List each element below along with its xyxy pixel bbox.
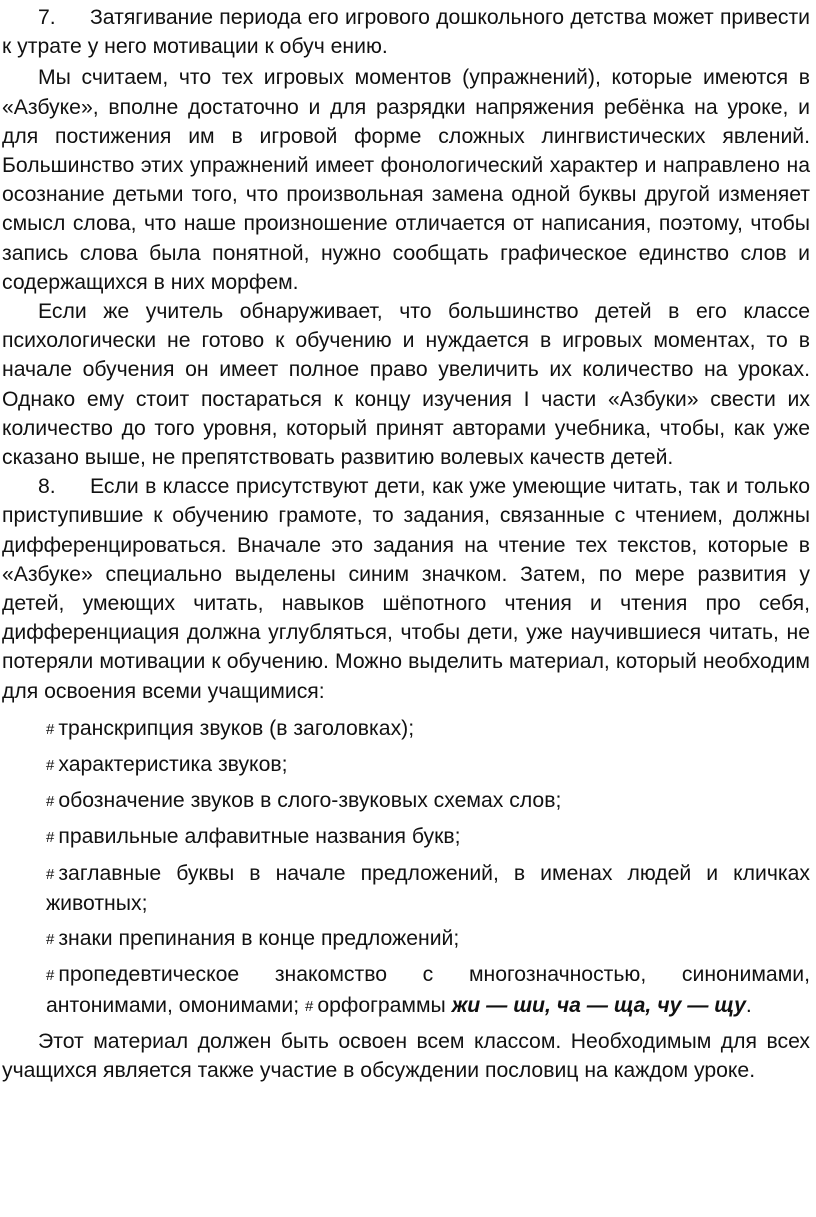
list-item: # правильные алфавитные названия букв; <box>46 825 461 849</box>
spelling-rules: жи — ши, ча — ща, чу — щу <box>451 993 746 1017</box>
item-number: 8. <box>38 475 56 499</box>
list-item: # знаки препинания в конце предложений; <box>46 927 460 951</box>
paragraph-8 <box>2 472 810 706</box>
hash-bullet-icon: # <box>46 793 55 811</box>
hash-bullet-icon: # <box>46 829 55 847</box>
hash-bullet-icon: # <box>46 757 55 775</box>
hash-bullet-icon: # <box>46 967 55 985</box>
hash-bullet-icon: # <box>46 931 55 949</box>
item-number: 7. <box>38 6 56 29</box>
material-list <box>2 714 810 1021</box>
list-item: # характеристика звуков; <box>46 753 288 777</box>
list-item: # пропедевтическое знакомство с многозначностью, синонимами, антонимами, омонимами; # орфограммы жи — ши, ча — ща, чу — щу. <box>46 963 810 1017</box>
hash-bullet-icon: # <box>46 865 55 883</box>
paragraph-7 <box>2 3 810 61</box>
paragraph-azbuka: Мы считаем, что тех игровых моментов (упражнений), которые имеются в «Азбуке», вполне достаточно и для разрядки напряжения ребёнка на уроке, и для постижения им в игровой форме сложных лингвистических явлений. Большинство этих упражнений имеет фонологический характер и направлено на осознание детьми того, что произвольная замена одной буквы другой изменяет смысл слова, что наше произношение отличается от написания, поэтому, чтобы запись слова была понятной, нужно сообщать графическое единство слов и содержащихся в них морфем. <box>2 66 810 294</box>
hash-bullet-icon: # <box>46 720 55 738</box>
hash-bullet-icon: # <box>305 997 314 1015</box>
list-item: # обозначение звуков в слого-звуковых схемах слов; <box>46 789 562 813</box>
list-item: # заглавные буквы в начале предложений, в именах людей и кличках животных; <box>46 861 810 915</box>
paragraph-8-text: Если в классе присутствуют дети, как уже умеющие читать, так и только приступившие к обучению грамоте, то задания, связанные с чтением, должны дифференцироваться. Вначале это задания на чтение тех текстов, которые в «Азбуке» специально выделены синим значком. Затем, по мере развития у детей, умеющих читать, навыков шёпотного чтения и чтения про себя, дифференциация должна углубляться, чтобы дети, уже научившиеся читать, не потеряли мотивации к обучению. Можно выделить материал, который необходим для освоения всеми учащимися: <box>2 475 810 703</box>
paragraph-7-text: Затягивание периода его игрового дошкольного детства может привести к утрате у него мотивации к обуч ению. <box>2 6 810 59</box>
paragraph-teacher: Если же учитель обнаруживает, что большинство детей в его классе психологически не готово к обучению и нуждается в игровых моментах, то в начале обучения он имеет полное право увеличить их количество на уроках. Однако ему стоит постараться к концу изучения I части «Азбуки» свести их количество до того уровня, который принят авторами учебника, чтобы, как уже сказано выше, не препятствовать развитию волевых качеств детей. <box>2 300 810 470</box>
list-item: # транскрипция звуков (в заголовках); <box>46 716 415 740</box>
paragraph-final: Этот материал должен быть освоен всем классом. Необходимым для всех учащихся является также участие в обсуждении пословиц на каждом уроке. <box>2 1029 810 1082</box>
